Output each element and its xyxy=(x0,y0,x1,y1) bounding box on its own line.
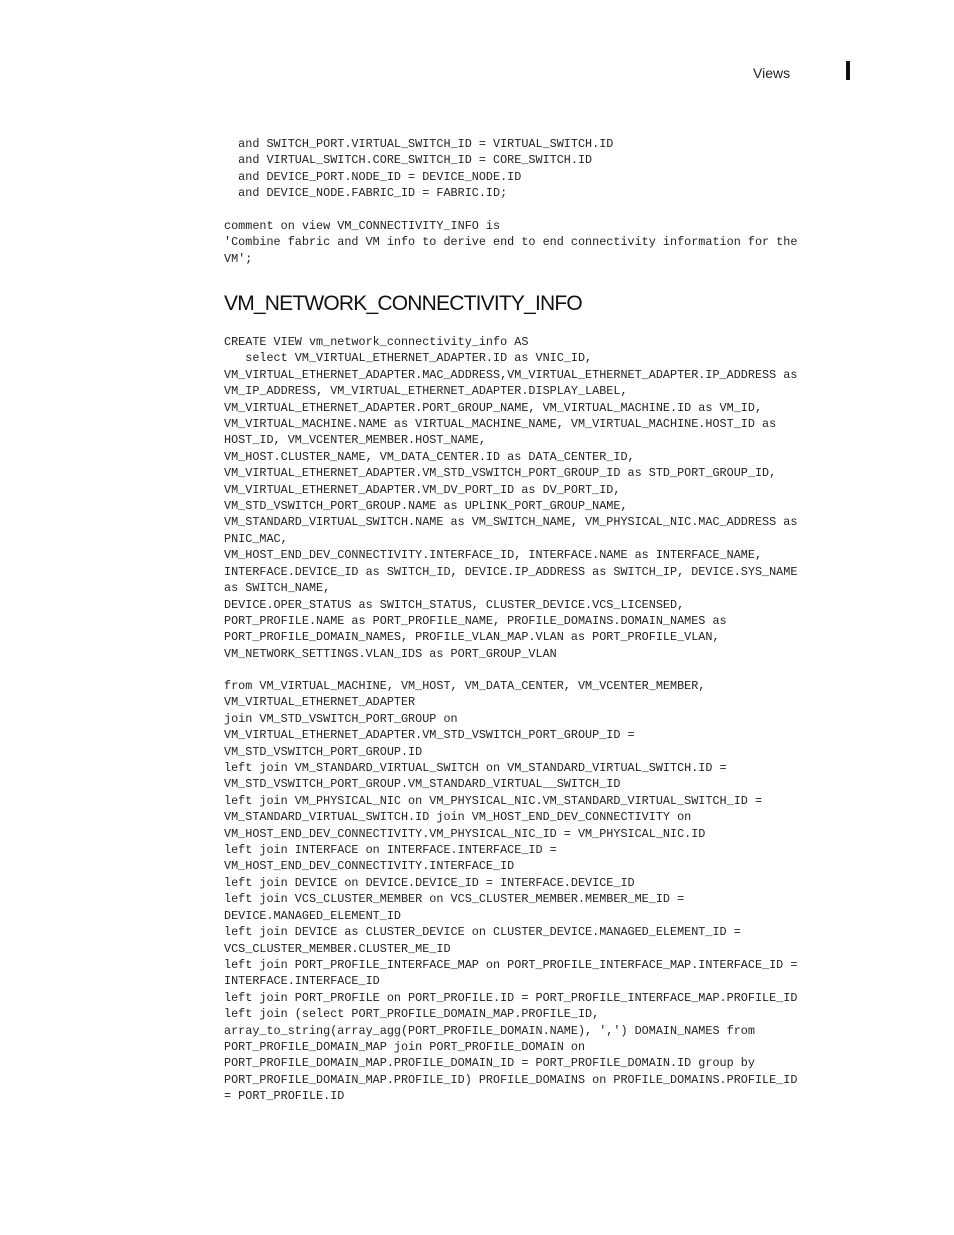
code-block-create-view-select: CREATE VIEW vm_network_connectivity_info AS select VM_VIRTUAL_ETHERNET_ADAPTER.ID as VNIC_ID, VM_VIRTUAL_ETHERNET_ADAPTER.MAC_ADDRESS,VM_VIRTUAL_ETHERNET_ADAPTER.IP_ADDRESS as VM_IP_ADDRESS, VM_VIRTUAL_ETHERNET_ADAPTER.DISPLAY_LABEL, VM_VIRTUAL_ETHERNET_ADAPTER.PORT_GROUP_NAME, VM_VIRTUAL_MACHINE.ID as VM_ID, VM_VIRTUAL_MACHINE.NAME as VIRTUAL_MACHINE_NAME, VM_VIRTUAL_MACHINE.HOST_ID as HOST_ID, VM_VCENTER_MEMBER.HOST_NAME, VM_HOST.CLUSTER_NAME, VM_DATA_CENTER.ID as DATA_CENTER_ID, VM_VIRTUAL_ETHERNET_ADAPTER.VM_STD_VSWITCH_PORT_GROUP_ID as STD_PORT_GROUP_ID, VM_VIRTUAL_ETHERNET_ADAPTER.VM_DV_PORT_ID as DV_PORT_ID, VM_STD_VSWITCH_PORT_GROUP.NAME as UPLINK_PORT_GROUP_NAME, VM_STANDARD_VIRTUAL_SWITCH.NAME as VM_SWITCH_NAME, VM_PHYSICAL_NIC.MAC_ADDRESS as PNIC_MAC, VM_HOST_END_DEV_CONNECTIVITY.INTERFACE_ID, INTERFACE.NAME as INTERFACE_NAME, INTERFACE.DEVICE_ID as SWITCH_ID, DEVICE.IP_ADDRESS as SWITCH_IP, DEVICE.SYS_NAME as SWITCH_NAME, DEVICE.OPER_STATUS as SWITCH_STATUS, CLUSTER_DEVICE.VCS_LICENSED, PORT_PROFILE.NAME as PORT_PROFILE_NAME, PROFILE_DOMAINS.DOMAIN_NAMES as PORT_PROFILE_DOMAIN_NAMES, PROFILE_VLAN_MAP.VLAN as PORT_PROFILE_VLAN, VM_NETWORK_SETTINGS.VLAN_IDS as PORT_GROUP_VLAN xyxy=(224,335,798,661)
code-block-comment: comment on view VM_CONNECTIVITY_INFO is 'Combine fabric and VM info to derive end to end connectivity information for the VM'; xyxy=(224,219,798,266)
header-marker-bar xyxy=(846,61,850,80)
section-heading: VM_NETWORK_CONNECTIVITY_INFO xyxy=(224,292,582,315)
code-block-from-joins: from VM_VIRTUAL_MACHINE, VM_HOST, VM_DATA_CENTER, VM_VCENTER_MEMBER, VM_VIRTUAL_ETHERNET_ADAPTER join VM_STD_VSWITCH_PORT_GROUP on VM_VIRTUAL_ETHERNET_ADAPTER.VM_STD_VSWITCH_PORT_GROUP_ID = VM_STD_VSWITCH_PORT_GROUP.ID left join VM_STANDARD_VIRTUAL_SWITCH on VM_STANDARD_VIRTUAL_SWITCH.ID = VM_STD_VSWITCH_PORT_GROUP.VM_STANDARD_VIRTUAL__SWITCH_ID left join VM_PHYSICAL_NIC on VM_PHYSICAL_NIC.VM_STANDARD_VIRTUAL_SWITCH_ID = VM_STANDARD_VIRTUAL_SWITCH.ID join VM_HOST_END_DEV_CONNECTIVITY on VM_HOST_END_DEV_CONNECTIVITY.VM_PHYSICAL_NIC_ID = VM_PHYSICAL_NIC.ID left join INTERFACE on INTERFACE.INTERFACE_ID = VM_HOST_END_DEV_CONNECTIVITY.INTERFACE_ID left join DEVICE on DEVICE.DEVICE_ID = INTERFACE.DEVICE_ID left join VCS_CLUSTER_MEMBER on VCS_CLUSTER_MEMBER.MEMBER_ME_ID = DEVICE.MANAGED_ELEMENT_ID left join DEVICE as CLUSTER_DEVICE on CLUSTER_DEVICE.MANAGED_ELEMENT_ID = VCS_CLUSTER_MEMBER.CLUSTER_ME_ID left join PORT_PROFILE_INTERFACE_MAP on PORT_PROFILE_INTERFACE_MAP.INTERFACE_ID = INTERFACE.INTERFACE_ID left join PORT_PROFILE on PORT_PROFILE.ID = PORT_PROFILE_INTERFACE_MAP.PROFILE_ID left join (select PORT_PROFILE_DOMAIN_MAP.PROFILE_ID, array_to_string(array_agg(PORT_PROFILE_DOMAIN.NAME), ',') DOMAIN_NAMES from PORT_PROFILE_DOMAIN_MAP join PORT_PROFILE_DOMAIN on PORT_PROFILE_DOMAIN_MAP.PROFILE_DOMAIN_ID = PORT_PROFILE_DOMAIN.ID group by PORT_PROFILE_DOMAIN_MAP.PROFILE_ID) PROFILE_DOMAINS on PROFILE_DOMAINS.PROFILE_ID = PORT_PROFILE.ID xyxy=(224,679,798,1104)
code-block-where-clause: and SWITCH_PORT.VIRTUAL_SWITCH_ID = VIRTUAL_SWITCH.ID and VIRTUAL_SWITCH.CORE_SWITCH_ID = CORE_SWITCH.ID and DEVICE_PORT.NODE_ID = DEVICE_NODE.ID and DEVICE_NODE.FABRIC_ID = FABRIC.ID; xyxy=(238,137,614,201)
running-header-section: Views xyxy=(753,65,791,81)
